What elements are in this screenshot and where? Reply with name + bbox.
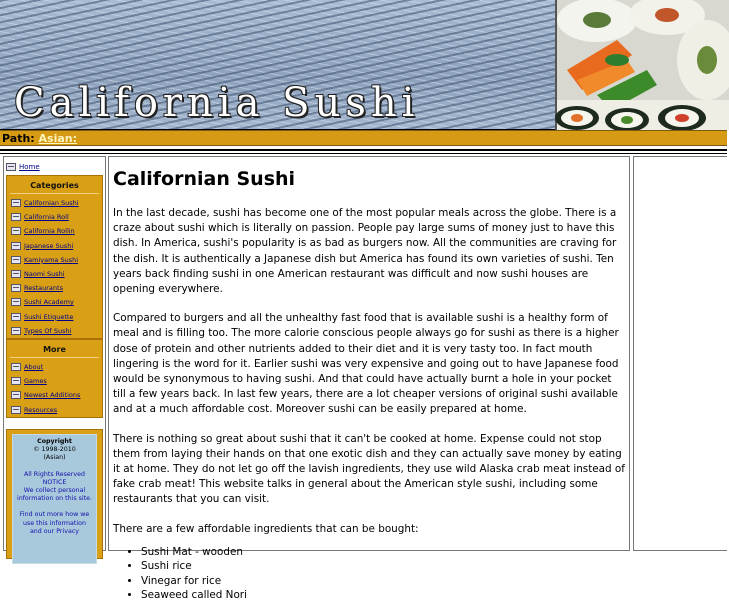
divider	[0, 149, 727, 151]
privacy-line: Find out more how we	[19, 511, 90, 519]
article-paragraph: There is nothing so great about sushi that it can't be cooked at home. Expense could not stop them from laying their hands on that one exotic dish and they can actually save money by eating it at home. They do not let go off the lavish ingredients, they use wild Alaska crab meat instead of fake crab meat! This website talks in general about the American style sushi, including some restaurants that you can visit.	[113, 432, 625, 506]
folder-icon	[11, 227, 21, 235]
sushi-rolls-photo	[557, 0, 729, 130]
rights-text: All Rights Reserved	[24, 470, 85, 478]
nav-item[interactable]	[7, 253, 102, 267]
list-item: • Seaweed called Nori	[141, 588, 626, 602]
page-title: Californian Sushi	[113, 168, 296, 190]
nav-link-about[interactable]: About	[24, 363, 44, 371]
more-box	[6, 339, 103, 418]
copyright-owner: (Asian)	[43, 454, 66, 462]
nav-link-restaurants[interactable]: Restaurants	[24, 284, 63, 293]
sushi-photo	[555, 0, 727, 130]
nav-item[interactable]	[7, 224, 102, 238]
folder-icon	[11, 327, 21, 335]
folder-icon	[11, 242, 21, 250]
copyright-years: © 1998-2010	[33, 446, 76, 454]
nav-link-types-of-sushi[interactable]: Types Of Sushi	[24, 326, 72, 335]
article-paragraph: There are a few affordable ingredients that can be bought:	[113, 522, 419, 535]
nav-link-california-roll[interactable]: California Roll	[24, 213, 69, 222]
nav-item[interactable]	[7, 388, 102, 402]
folder-icon	[11, 270, 21, 278]
copyright-panel	[12, 434, 97, 564]
nav-link-kamiyama-sushi[interactable]: Kamiyama Sushi	[24, 255, 79, 264]
nav-link-naomi-sushi[interactable]: Naomi Sushi	[24, 269, 65, 278]
nav-link-newest-additions[interactable]: Newest Additions	[24, 391, 81, 400]
notice-text: NOTICE	[42, 478, 67, 486]
article-paragraph: In the last decade, sushi has become one of the most popular meals across the globe. There is a craze about sushi which is literally on passion. People pay large sums of money just to have this dish. In America, sushi's popularity is as bad as burgers now. All the communities are craving for the dish. It is authentically a Japanese dish but America has found its own varieties of sushi. Ten years back finding sushi in one American restaurant was difficult and now sushi houses are opening everywhere.	[113, 207, 617, 296]
breadcrumb-label: Path:	[2, 132, 35, 145]
folder-icon	[11, 406, 21, 414]
folder-icon	[11, 213, 21, 221]
nav-link-california-rollin[interactable]: California Rollin	[24, 227, 75, 236]
categories-box	[6, 175, 103, 339]
nav-item[interactable]	[7, 281, 102, 295]
nav-item[interactable]	[7, 196, 102, 210]
privacy-link[interactable]: and our Privacy	[29, 527, 80, 535]
breadcrumb	[0, 130, 727, 146]
breadcrumb-link-asian[interactable]: Asian:	[38, 132, 78, 145]
nav-link-games[interactable]: Games	[24, 377, 47, 386]
privacy-line: information on this site.	[16, 495, 93, 503]
folder-icon	[6, 163, 16, 171]
nav-item[interactable]	[7, 239, 102, 253]
nav-item[interactable]	[7, 267, 102, 281]
home-link[interactable]: Home	[19, 163, 40, 171]
copyright-title: Copyright	[37, 438, 72, 445]
nav-item[interactable]	[7, 210, 102, 224]
privacy-line: We collect personal	[23, 487, 86, 495]
folder-icon	[11, 363, 21, 371]
header-banner	[0, 0, 727, 130]
nav-item[interactable]	[7, 360, 102, 374]
privacy-line: use this information	[23, 519, 86, 527]
article-paragraph: Compared to burgers and all the unhealthy fast food that is available sushi is a healthy form of meal and is filling too. The more calorie conscious people always go for sushi as there is a higher dose of protein and other nutrients added to their diet and it is very tasty too. In fact mouth lingering is the word for it. Earlier sushi was very expensive and going out to have Japanese food would be synonymous to having sushi. And that could have actually burnt a hole in your pocket till a few years back. In last few years, there are a lot cheaper versions of original sushi available and at a much affordable cost. Moreover sushi can be easily prepared at home.	[113, 312, 619, 416]
list-item: • Sushi rice	[141, 559, 626, 573]
folder-icon	[11, 199, 21, 207]
list-item: • Sushi Mat - wooden	[141, 545, 626, 559]
nav-link-sushi-etiquette[interactable]: Sushi Etiquette	[24, 312, 74, 321]
categories-heading: Categories	[10, 178, 99, 194]
folder-icon	[11, 313, 21, 321]
nav-link-californian-sushi[interactable]: Californian Sushi	[24, 199, 79, 207]
site-title: California Sushi	[14, 80, 420, 126]
sidebar	[3, 156, 106, 551]
folder-icon	[11, 256, 21, 264]
copyright-box	[6, 429, 103, 559]
right-column	[633, 156, 727, 551]
nav-item[interactable]	[7, 374, 102, 388]
nav-link-japanese-sushi[interactable]: Japanese Sushi	[24, 241, 74, 250]
ingredients-list	[113, 545, 626, 602]
divider	[0, 153, 727, 154]
more-heading: More	[10, 342, 99, 358]
nav-link-sushi-academy[interactable]: Sushi Academy	[24, 298, 74, 307]
folder-icon	[11, 391, 21, 399]
list-item: • Vinegar for rice	[141, 574, 626, 588]
nav-item[interactable]	[7, 295, 102, 309]
nav-item[interactable]	[7, 324, 102, 338]
nav-item[interactable]	[7, 310, 102, 324]
folder-icon	[11, 298, 21, 306]
nav-item[interactable]	[7, 403, 102, 417]
main-content	[108, 156, 630, 602]
home-row	[6, 160, 40, 174]
folder-icon	[11, 377, 21, 385]
nav-link-resources[interactable]: Resources	[24, 405, 58, 414]
folder-icon	[11, 284, 21, 292]
